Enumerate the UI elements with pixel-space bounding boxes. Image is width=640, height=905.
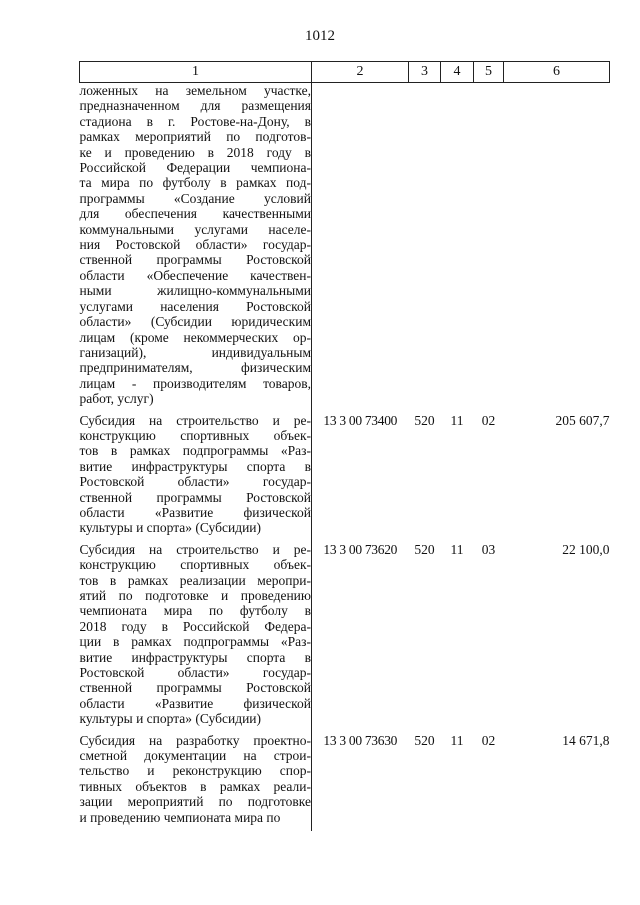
row-description	[80, 83, 312, 413]
description-line: витие инфраструктуры спорта в	[79, 649, 311, 665]
row-description	[80, 733, 312, 831]
header-col-6: 6	[504, 62, 610, 83]
subsection	[474, 83, 504, 413]
page-number: 1012	[305, 28, 335, 44]
description-line: зации мероприятий по подготовке	[79, 794, 311, 810]
header-col-3: 3	[409, 62, 441, 83]
description-line: тов в рамках подпрограммы «Раз-	[79, 443, 311, 459]
description-line: области» (Субсидии юридическим	[79, 314, 311, 330]
description-line: Ростовской области» государ-	[79, 665, 311, 681]
description-line: для обеспечения качественными	[79, 206, 311, 222]
header-col-2: 2	[312, 62, 409, 83]
section: 11	[450, 541, 464, 557]
description-line: Субсидия на разработку проектно-	[79, 732, 311, 748]
description-line: области «Развитие физической	[79, 695, 311, 711]
subsection: 03	[481, 541, 496, 557]
amount	[504, 83, 610, 413]
description-line: услугами населения Ростовской	[79, 298, 311, 314]
description-line: рамках мероприятий по подготов-	[79, 129, 311, 145]
description-line: конструкцию спортивных объек-	[79, 427, 311, 443]
description-line: предпринимателям, физическим	[79, 360, 311, 376]
description-line: области «Развитие физической	[79, 504, 311, 520]
description-line: ственной программы Ростовской	[79, 680, 311, 696]
description-line: ными жилищно-коммунальными	[79, 283, 311, 299]
description-line: витие инфраструктуры спорта в	[79, 458, 311, 474]
description-line: культуры и спорта» (Субсидии)	[79, 711, 262, 727]
description-line: лицам (кроме некоммерческих ор-	[79, 329, 311, 345]
header-col-4: 4	[441, 62, 474, 83]
section: 11	[450, 412, 464, 428]
target-code: 13 3 00 73400	[323, 412, 398, 428]
description-line: предназначенном для размещения	[79, 98, 311, 114]
description-line: работ, услуг)	[79, 391, 154, 407]
expense-type	[409, 83, 441, 413]
header-row	[80, 62, 610, 83]
description-line: и проведению чемпионата мира по	[79, 809, 281, 825]
subsection: 02	[481, 412, 496, 428]
table-row	[80, 413, 610, 542]
table-row	[80, 542, 610, 733]
header-col-5: 5	[474, 62, 504, 83]
description-line: культуры и спорта» (Субсидии)	[79, 520, 262, 536]
description-line: коммунальными услугами населе-	[79, 221, 311, 237]
description-line: та мира по футболу в рамках под-	[79, 175, 311, 191]
description-line: конструкцию спортивных объек-	[79, 557, 311, 573]
description-line: ственной программы Ростовской	[79, 252, 311, 268]
description-line: ятий по подготовке и проведению	[79, 588, 311, 603]
section: 11	[450, 732, 464, 748]
description-line: тельство и реконструкцию спор-	[79, 763, 311, 779]
amount: 14 671,8	[562, 732, 610, 748]
subsection: 02	[481, 732, 496, 748]
target-code	[312, 83, 409, 413]
expense-type: 520	[414, 732, 435, 748]
description-line: сметной документации на строи-	[79, 748, 311, 764]
expense-type: 520	[414, 541, 435, 557]
amount: 22 100,0	[562, 541, 610, 557]
row-description	[80, 542, 312, 733]
expense-type: 520	[414, 412, 435, 428]
description-line: ганизаций), индивидуальным	[79, 344, 311, 360]
description-line: ложенных на земельном участке,	[79, 83, 311, 98]
description-line: области «Обеспечение качествен-	[79, 267, 311, 283]
description-line: ции в рамках подпрограммы «Раз-	[79, 634, 311, 650]
description-line: тивных объектов в рамках реали-	[79, 778, 311, 794]
description-line: чемпионата мира по футболу в	[79, 603, 311, 619]
description-line: Субсидия на строительство и ре-	[79, 412, 311, 428]
description-line: ке и проведению в 2018 году в	[79, 144, 311, 160]
description-line: 2018 году в Российской Федера-	[79, 618, 311, 634]
section	[441, 83, 474, 413]
amount: 205 607,7	[555, 412, 610, 428]
description-line: ственной программы Ростовской	[79, 489, 311, 505]
budget-table	[79, 61, 610, 831]
description-line: стадиона в г. Ростове-на-Дону, в	[79, 113, 311, 129]
target-code: 13 3 00 73620	[323, 541, 398, 557]
table-row	[80, 733, 610, 831]
description-line: лицам - производителям товаров,	[79, 375, 311, 391]
description-line: тов в рамках реализации меропри-	[79, 572, 311, 588]
table-row	[80, 83, 610, 413]
description-line: программы «Создание условий	[79, 190, 311, 206]
row-description	[80, 413, 312, 542]
description-line: Субсидия на строительство и ре-	[79, 541, 311, 557]
description-line: Российской Федерации чемпиона-	[79, 160, 311, 176]
target-code: 13 3 00 73630	[323, 732, 398, 748]
description-line: ния Ростовской области» государ-	[79, 237, 311, 253]
description-line: Ростовской области» государ-	[79, 474, 311, 490]
header-col-1: 1	[80, 62, 312, 83]
